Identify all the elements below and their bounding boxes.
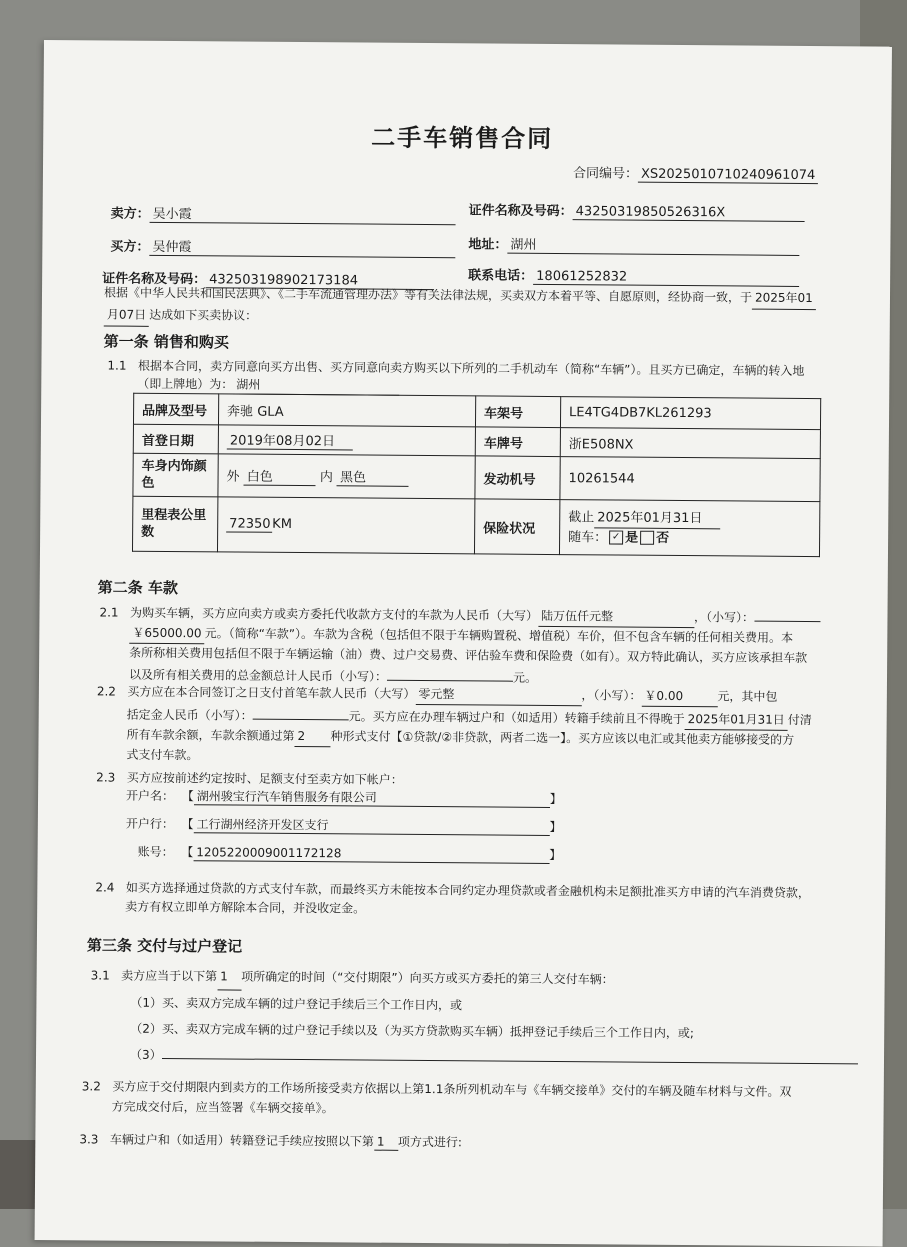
clause-2-3: 2.3 买方应按前述约定按时、足额支付至卖方如下帐户： <box>96 770 403 787</box>
buyer-phone: 18061252832 <box>533 269 799 287</box>
section-3-title: 第三条 交付与过户登记 <box>86 936 243 956</box>
buyer-name: 吴仲霞 <box>149 236 455 258</box>
buyer-address: 湖州 <box>507 234 799 256</box>
account-number-row: 账号： 【 1205220009001172128 】 <box>137 844 562 863</box>
buyer-id-row: 证件名称及号码： 432503198902173184 <box>102 267 434 290</box>
address-row: 地址： 湖州 <box>468 233 799 256</box>
insurance-yes-checkbox: ✓ <box>609 530 623 544</box>
seller-row: 卖方： 吴小霞 <box>111 203 456 226</box>
clause-2-4: 2.4 如买方选择通过贷款的方式支付车款，而最终买方未能按本合同约定办理贷款或者金融机构未足额批准买方申请的汽车消费贷款， 卖方有权立即单方解除本合同，并没收定金。 <box>95 880 810 916</box>
clause-1-1: 1.1 根据本合同，卖方同意向买方出售、买方同意向卖方购买以下所列的二手机动车（简称“车辆”）。且买方已确定，车辆的转入地 （即上牌地）为： 湖州 <box>107 357 804 399</box>
buyer-row: 买方： 吴仲霞 <box>110 236 455 259</box>
seller-id: 43250319850526316X <box>573 204 805 222</box>
clause-3-1: 3.1 卖方应当于以下第 1 项所确定的时间（“交付期限”）向买方或买方委托的第三人交付车辆： （1）买、卖双方完成车辆的过户登记手续后三个工作日内，或 （2）买、卖双方完成车辆的过户登记手续以及（为买方贷款购买车辆）抵押登记手续后三个工作日内，或; （3） <box>90 962 858 1073</box>
insurance-no-checkbox <box>640 531 654 545</box>
clause-2-2: 2.2 买方应在本合同签订之日支付首笔车款人民币（大写） 零元整 ，（小写）： ￥0.00 元，其中包 括定金人民币（小写）： 元。买方应在办理车辆过户和（如适用）转籍手续前且不得晚于 2025年01月31日 付清 所有车款余额，车款余额通过第 2 种形式支付【①贷款/②非贷款，两者二选一】。买方应该以电汇或其他卖方能够接受的方 式支付车款。 <box>96 684 812 763</box>
clause-2-1: 2.1 为购买车辆，买方应向卖方或卖方委托代收款方支付的车款为人民币（大写） 陆万伍仟元整 ，（小写）： ￥65000.00 元。（简称“车款”）。车款为含税（包括但不限于车辆购置税、增值税）车价，但不包含车辆的任何相关费用。本 条所称相关费用包括但不限于车辆运输（油）费、过户交易费、评估验车费和保险费（如有）。双方特此确认，买方应该承担车款 以及所有相关费用的总金额总计人民币（小写）： 元。 <box>99 600 820 690</box>
section-2-title: 第二条 车款 <box>97 578 179 598</box>
bank-row: 开户行： 【 工行湖州经济开发区支行 】 <box>125 816 562 835</box>
document-title: 二手车销售合同 <box>371 123 554 154</box>
seller-id-row: 证件名称及号码： 43250319850526316X <box>469 199 805 222</box>
contract-number: 合同编号： XS2025010710240961074 <box>573 162 818 184</box>
section-1-title: 第一条 销售和购买 <box>103 332 229 352</box>
vehicle-table: 品牌及型号 奔驰 GLA 车架号 LE4TG4DB7KL261293 首登日期 2019年08月02日 车牌号 浙E508NX 车身内饰颜色 外 白色 内 黑色 发动机号 10261544 里程表公里数 72350 KM 保险状况 截止 2025年01月31日 随车： ✓ 是 否 <box>132 393 821 557</box>
account-name-row: 开户名： 【 湖州骏宝行汽车销售服务有限公司 】 <box>126 788 562 807</box>
clause-3-3: 3.3 车辆过户和（如适用）转籍登记手续应按照以下第 1 项方式进行: <box>79 1132 463 1150</box>
contract-sheet <box>35 40 892 1247</box>
phone-row: 联系电话： 18061252832 <box>468 264 799 287</box>
clause-3-2: 3.2 买方应于交付期限内到卖方的工作场所接受卖方依据以上第1.1条所列机动车与《车辆交接单》交付的车辆及随车材料与文件。双 方完成交付后，应当签署《车辆交接单》。 <box>81 1079 792 1116</box>
intro-paragraph: 根据《中华人民共和国民法典》、《二手车流通管理办法》等有关法律法规，买卖双方本着平等、自愿原则，经协商一致，于 2025年01 月07日 达成如下买卖协议： <box>104 282 816 332</box>
seller-name: 吴小霞 <box>150 203 456 225</box>
buyer-id: 432503198902173184 <box>206 272 434 290</box>
